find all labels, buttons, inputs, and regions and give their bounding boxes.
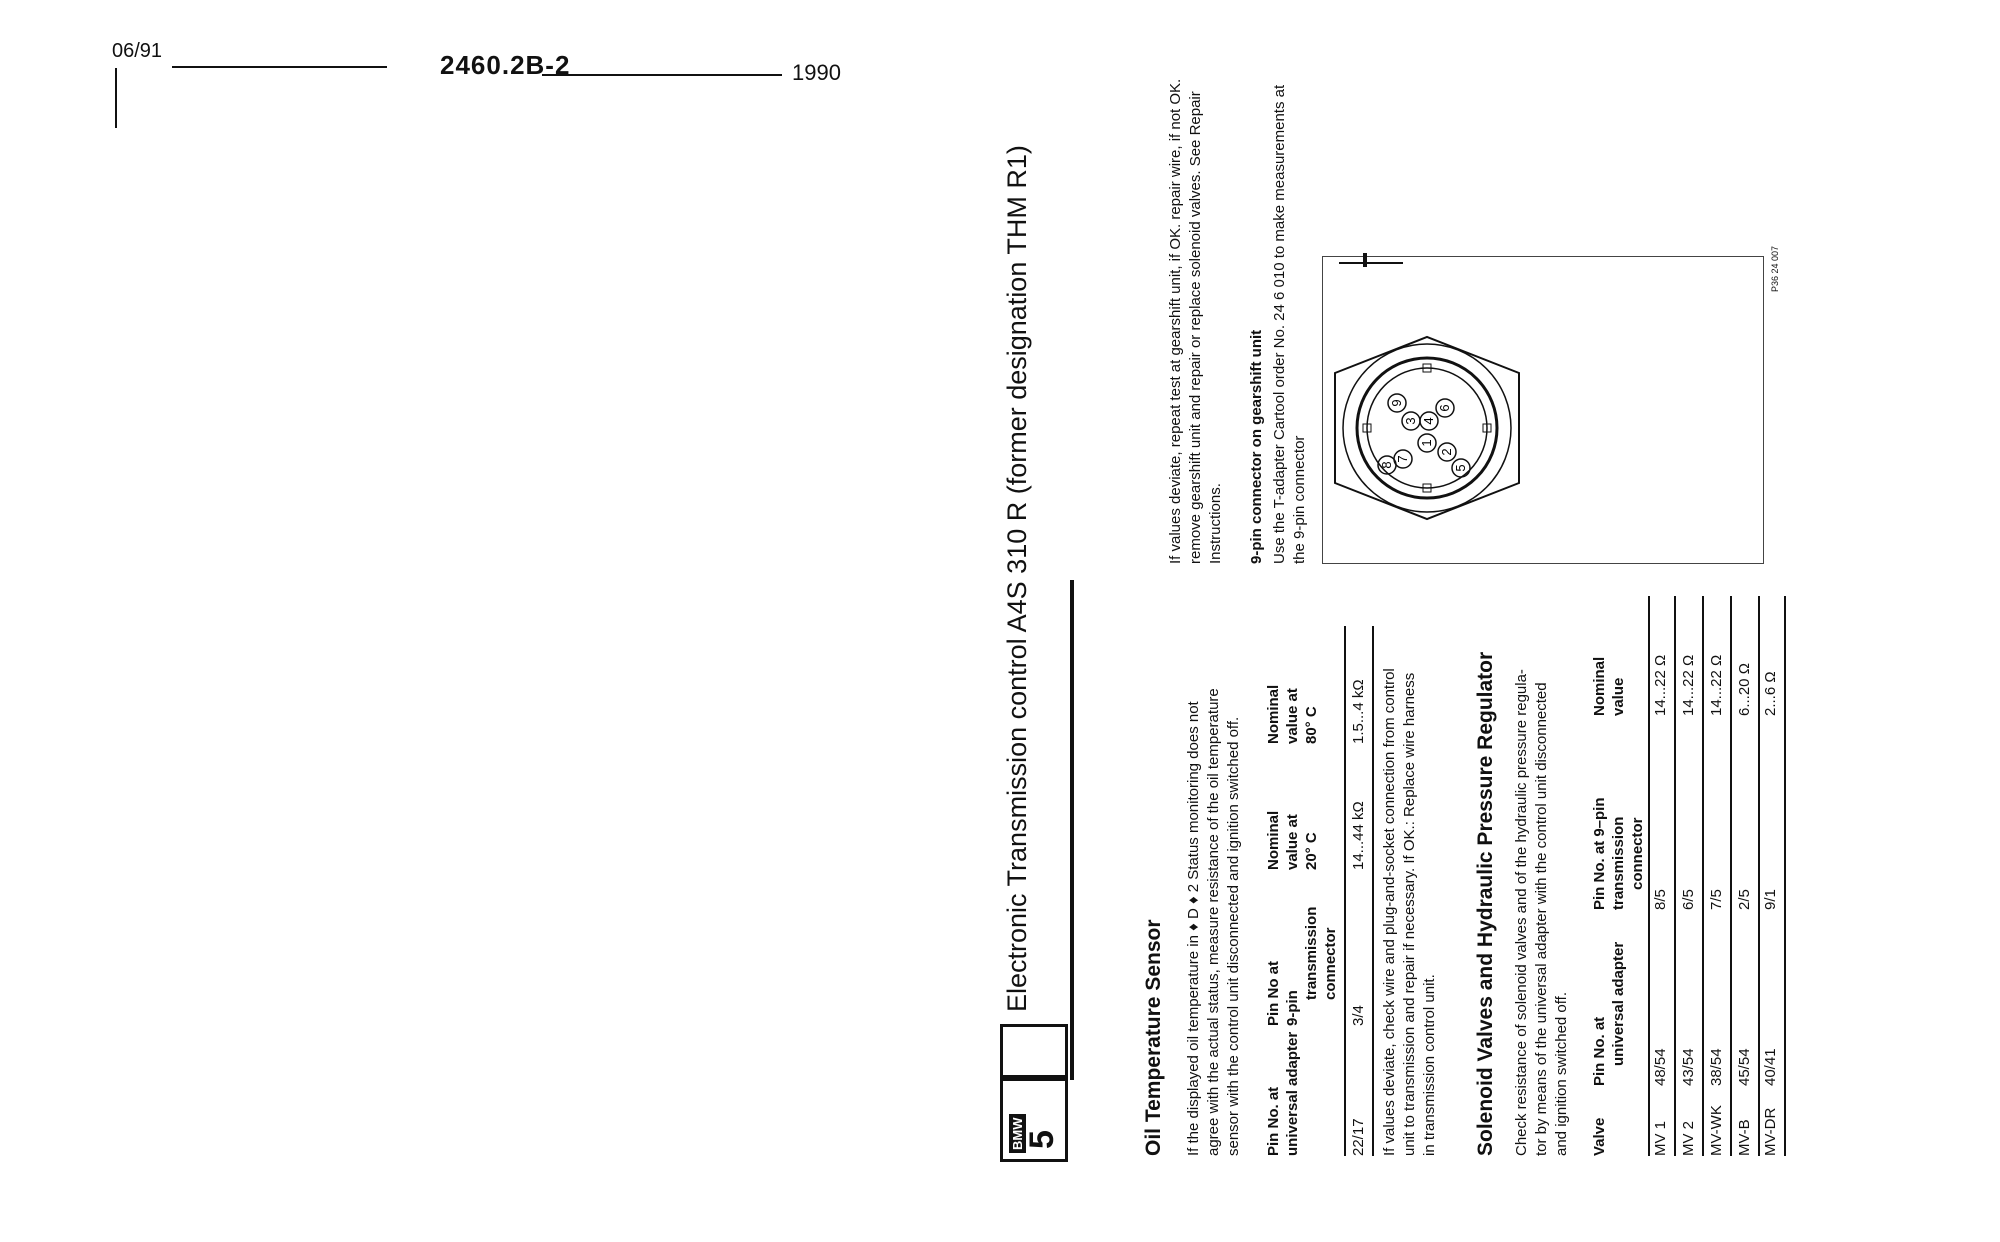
column-header-line: Pin No. at <box>1265 1086 1282 1156</box>
solenoid-heading: Solenoid Valves and Hydraulic Pressure Regulator <box>1474 651 1497 1156</box>
sol-table-bottom-rule <box>1784 596 1786 1156</box>
sol-row-rule <box>1730 596 1732 1156</box>
sol-row-mvb-nominal: 6...20 Ω <box>1736 663 1753 716</box>
header-date: 06/91 <box>112 40 163 62</box>
sol-row-mvb-adapter: 45/54 <box>1736 1048 1753 1086</box>
oil-col-header-9pin <box>1264 907 1340 1026</box>
column-header-line: Pin No. at 9–pin <box>1591 797 1608 910</box>
oil-table-top-rule <box>1344 626 1346 1156</box>
column-header-line: 20° C <box>1303 832 1320 870</box>
sol-table-top-rule <box>1648 596 1650 1156</box>
sol-row-mv1-valve: MV 1 <box>1652 1120 1669 1156</box>
right-deviate-text <box>1166 78 1226 564</box>
oil-temp-deviate-text <box>1380 556 1440 1156</box>
page-title: Electronic Transmission control A4S 310 R (former designation THM R1) <box>1002 145 1032 1012</box>
oil-cell-9pin: 3/4 <box>1350 1005 1367 1026</box>
deviate-line: in transmission control unit. <box>1421 974 1438 1156</box>
svg-text:2: 2 <box>1439 448 1454 456</box>
sol-row-mvdr-nominal: 2...6 Ω <box>1762 671 1779 716</box>
connector-diagram <box>1323 257 1763 563</box>
pin-1-label <box>1418 434 1436 452</box>
sol-row-mvwk-nominal: 14...22 Ω <box>1708 654 1725 716</box>
rotated-page-body <box>1000 78 2000 1162</box>
oil-temp-intro-line: If the displayed oil temperature in ♦ D ♦ 2 Status monitoring does not <box>1185 701 1202 1156</box>
svg-text:5: 5 <box>1453 464 1468 472</box>
svg-text:3: 3 <box>1403 417 1418 425</box>
header-rule-right <box>542 74 782 76</box>
column-header-line: value at <box>1284 814 1301 870</box>
solenoid-intro-line: Check resistance of solenoid valves and of the hydraulic pressure regula- <box>1513 669 1530 1156</box>
scan-mark <box>1363 253 1367 267</box>
sol-row-mv2-9pin: 6/5 <box>1680 889 1697 910</box>
sol-row-mvwk-adapter: 38/54 <box>1708 1048 1725 1086</box>
solenoid-intro-line: tor by means of the universal adapter with the control unit disconnected <box>1533 682 1550 1156</box>
column-header-line: universal adapter <box>1284 1031 1301 1156</box>
solenoid-intro <box>1512 556 1572 1156</box>
column-header-line: transmission <box>1610 816 1627 910</box>
header-year: 1990 <box>792 60 841 85</box>
pin-4-label <box>1420 412 1438 430</box>
column-header-line: Nominal <box>1591 656 1608 716</box>
bmw-logo <box>1000 1078 1068 1162</box>
pin-2-label <box>1438 443 1456 461</box>
sol-row-mvdr-adapter: 40/41 <box>1762 1048 1779 1086</box>
column-header-line: Valve <box>1591 1117 1608 1156</box>
oil-temp-intro <box>1184 556 1244 1156</box>
oil-col-header-80c <box>1264 685 1321 744</box>
column-header-line: 9-pin <box>1284 990 1301 1026</box>
svg-text:7: 7 <box>1395 455 1410 463</box>
column-header-line: value at <box>1284 688 1301 744</box>
column-header-line: connector <box>1629 817 1646 890</box>
sol-col-header-valve <box>1590 1118 1609 1156</box>
connector-pin-face <box>1367 368 1487 488</box>
svg-text:6: 6 <box>1437 404 1452 412</box>
connector-figure <box>1322 256 1764 564</box>
oil-temp-intro-line: agree with the actual status, measure resistance of the oil temperature <box>1205 688 1222 1156</box>
sol-col-header-adapter <box>1590 942 1628 1086</box>
sol-row-mvdr-valve: MV-DR <box>1762 1107 1779 1156</box>
connector-outer-ring <box>1343 344 1511 512</box>
oil-col-header-20c <box>1264 811 1321 870</box>
sol-col-header-nominal <box>1590 657 1628 716</box>
oil-cell-20c: 14...44 kΩ <box>1350 801 1367 870</box>
connector-inner-ring <box>1357 358 1497 498</box>
solenoid-intro-line: and ignition switched off. <box>1553 992 1570 1156</box>
svg-text:9: 9 <box>1389 399 1404 407</box>
sol-row-mvdr-9pin: 9/1 <box>1762 889 1779 910</box>
column-header-line: Nominal <box>1265 810 1282 870</box>
column-header-line: value <box>1610 677 1627 716</box>
right-deviate-line: remove gearshift unit and repair or replace solenoid valves. See Repair <box>1187 91 1204 564</box>
deviate-line: unit to transmission and repair if necessary. If OK.: Replace wire harness <box>1401 672 1418 1156</box>
oil-table-bottom-rule <box>1372 626 1374 1156</box>
sol-row-mvwk-9pin: 7/5 <box>1708 889 1725 910</box>
column-header-line: Pin No. at <box>1591 1016 1608 1086</box>
svg-text:1: 1 <box>1419 439 1434 447</box>
sol-row-mvb-valve: MV-B <box>1736 1119 1753 1156</box>
pin-8-label <box>1378 456 1396 474</box>
pin-9-label <box>1388 394 1406 412</box>
column-header-line: universal adapter <box>1610 941 1627 1066</box>
column-header-line: Nominal <box>1265 684 1282 744</box>
sol-row-mv1-adapter: 48/54 <box>1652 1048 1669 1086</box>
right-deviate-line: Instructions. <box>1207 483 1224 564</box>
connector-instructions <box>1270 84 1310 564</box>
logo-brand: BMW <box>1009 1115 1026 1154</box>
logo-group-number: 5 <box>1023 1130 1061 1149</box>
deviate-line: If values deviate, check wire and plug-and-socket connection from control <box>1381 668 1398 1156</box>
column-header-line: transmission <box>1303 906 1320 1000</box>
connector-instruction-line: the 9-pin connector <box>1291 435 1308 564</box>
oil-cell-adapter-pin: 22/17 <box>1350 1118 1367 1156</box>
header-doc-code: 2460.2B-2 <box>440 50 571 80</box>
column-header-line: Pin No at <box>1265 960 1282 1026</box>
sol-row-mv2-nominal: 14...22 Ω <box>1680 654 1697 716</box>
connector-heading: 9-pin connector on gearshift unit <box>1248 329 1265 564</box>
oil-temp-intro-line: sensor with the control unit disconnected and ignition switched off. <box>1225 716 1242 1156</box>
connector-instruction-line: Use the T-adapter Cartool order No. 24 6 010 to make measurements at <box>1271 84 1288 564</box>
sol-row-mvb-9pin: 2/5 <box>1736 889 1753 910</box>
title-rule <box>1070 580 1074 1080</box>
oil-cell-80c: 1.5...4 kΩ <box>1350 679 1367 744</box>
sol-row-mv1-nominal: 14...22 Ω <box>1652 654 1669 716</box>
sol-row-mv2-adapter: 43/54 <box>1680 1048 1697 1086</box>
pin-6-label <box>1436 399 1454 417</box>
sol-row-mv2-valve: MV 2 <box>1680 1120 1697 1156</box>
sol-row-rule <box>1758 596 1760 1156</box>
sol-row-rule <box>1702 596 1704 1156</box>
logo-empty-box <box>1000 1024 1068 1078</box>
svg-text:8: 8 <box>1379 461 1394 469</box>
sol-col-header-9pin <box>1590 797 1647 910</box>
sol-row-rule <box>1674 596 1676 1156</box>
sol-row-mvwk-valve: MV-WK <box>1708 1105 1725 1156</box>
header-margin-rule <box>115 68 117 128</box>
oil-temp-heading: Oil Temperature Sensor <box>1142 919 1165 1156</box>
right-deviate-line: If values deviate, repeat test at gearshift unit, if OK. repair wire, if not OK. <box>1167 78 1184 564</box>
column-header-line: connector <box>1322 927 1339 1000</box>
pin-5-label <box>1452 459 1470 477</box>
header-rule-left <box>172 66 387 68</box>
svg-text:4: 4 <box>1421 417 1436 425</box>
figure-reference: P36 24 007 <box>1770 245 1780 292</box>
pin-3-label <box>1402 412 1420 430</box>
oil-col-header-adapter <box>1264 1032 1302 1156</box>
sol-row-mv1-9pin: 8/5 <box>1652 889 1669 910</box>
column-header-line: 80° C <box>1303 706 1320 744</box>
